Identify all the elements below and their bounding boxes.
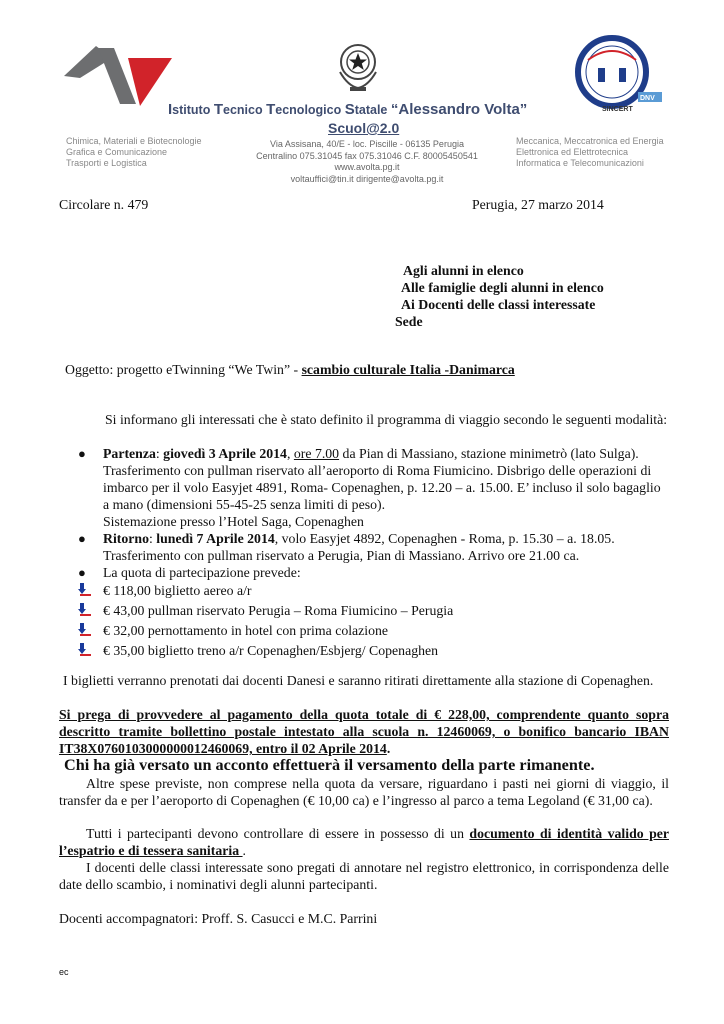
right-course-line: Meccanica, Meccatronica ed Energia <box>516 136 664 146</box>
recipients-block <box>395 262 604 330</box>
ritorno-text: Ritorno: lunedì 7 Aprile 2014, volo Easyjet 4892, Copenaghen - Roma, p. 15.30 – a. 18.05. Trasferimento con pullman riservato a Perugia, Pian di Massiano. Arrivo ore 21.00 ca. <box>103 531 615 563</box>
address-line: Via Assisana, 40/E - loc. Piscille - 06135 Perugia <box>270 139 464 149</box>
school-contacts <box>232 139 502 185</box>
left-course-line: Trasporti e Logistica <box>66 158 147 168</box>
right-course-line: Informatica e Telecomunicazioni <box>516 158 644 168</box>
italian-emblem-icon <box>334 38 382 94</box>
institute-subtitle: Scuol@2.0 <box>328 120 400 136</box>
phone-line: Centralino 075.31045 fax 075.31046 C.F. 80005450541 <box>256 150 478 161</box>
bullet-dot-icon: ● <box>78 531 86 546</box>
bullet-dot-icon: ● <box>78 565 86 580</box>
subject-title: scambio culturale Italia -Danimarca <box>301 362 515 377</box>
altre-spese-paragraph: Altre spese previste, non comprese nella quota da versare, riguardano i pasti nei giorni di viaggio, il transfer da e per l’aeroporto di Copenaghen (€ 10,00 ca) e l’ingresso al parco a tema Legoland (€ 31,00 ca). <box>59 776 669 808</box>
left-course-line: Grafica e Comunicazione <box>66 147 168 157</box>
quality-certification-seal <box>568 30 664 116</box>
footer-initials: ec <box>59 967 69 977</box>
sincert-label: SINCERT <box>602 106 633 113</box>
arrow-down-icon <box>78 603 92 617</box>
registro-paragraph: I docenti delle classi interessate sono pregati di annotare nel registro elettronico, in corrispondenza delle date dello scambio, i nominativi degli alunni partecipanti. <box>59 860 669 892</box>
website-link[interactable]: www.avolta.pg.it <box>334 162 400 172</box>
dnv-label: DNV <box>640 95 655 102</box>
intro-paragraph: Si informano gli interessati che è stato definito il programma di viaggio secondo le seguenti modalità: <box>105 412 668 427</box>
arrow-down-icon <box>78 623 92 637</box>
email-line[interactable]: voltauffici@tin.it dirigente@avolta.pg.it <box>290 173 444 184</box>
right-courses <box>516 136 664 169</box>
acconto-notice: Chi ha già versato un acconto effettuerà il versamento della parte rimanente. <box>64 756 595 774</box>
recipient-line: Ai Docenti delle classi interessate <box>401 297 596 312</box>
av-logo <box>62 38 174 108</box>
right-course-line: Elettronica ed Elettrotecnica <box>516 147 629 157</box>
subject-prefix: Oggetto: progetto eTwinning “We Twin” - <box>65 362 302 377</box>
institute-title: Istituto Tecnico Tecnologico Statale “Alessandro Volta” <box>168 101 528 118</box>
recipient-line: Agli alunni in elenco <box>403 263 524 278</box>
arrow-down-icon <box>78 583 92 597</box>
partenza-hotel: Sistemazione presso l’Hotel Saga, Copenaghen <box>103 514 364 529</box>
circolare-number: Circolare n. 479 <box>59 197 149 212</box>
accompagnatori-line: Docenti accompagnatori: Proff. S. Casucci e M.C. Parrini <box>59 911 378 926</box>
quota-intro: La quota di partecipazione prevede: <box>103 565 301 580</box>
payment-paragraph: Si prega di provvedere al pagamento della quota totale di € 228,00, comprendente quanto sopra descritto tramite bollettino postale intestato alla scuola n. 12460069, o bonifico bancario IBAN IT38X0760103000000012460069, entro il 02 Aprile 2014. <box>59 707 669 756</box>
subject-line <box>65 361 515 378</box>
partenza-text: Partenza: giovedì 3 Aprile 2014, ore 7.00 da Pian di Massiano, stazione minimetrò (lato Sulga). Trasferimento con pullman riservato all’aeroporto di Roma Fiumicino. Disbrigo delle operazioni di imbarco per il volo Easyjet 4891, Roma- Copenaghen, p. 12.20 – a. 15.00. E’ incluso il solo bagaglio a mano (dimensioni 55-45-25 senza limiti di peso). Sistemazione presso l’Hotel Saga, Copenaghen <box>103 445 668 530</box>
biglietti-paragraph: I biglietti verranno prenotati dai docenti Danesi e saranno ritirati direttamente alla stazione di Copenaghen. <box>63 673 654 688</box>
left-courses <box>66 136 202 169</box>
documento-paragraph: Tutti i partecipanti devono controllare di essere in possesso di un documento di identità valido per l’espatrio e di tessera sanitaria . <box>59 826 669 858</box>
recipient-line: Sede <box>395 314 423 329</box>
recipient-line: Alle famiglie degli alunni in elenco <box>401 280 604 295</box>
bullet-dot-icon: ● <box>78 446 86 461</box>
left-course-line: Chimica, Materiali e Biotecnologie <box>66 136 202 146</box>
arrow-down-icon <box>78 643 92 657</box>
document-date: Perugia, 27 marzo 2014 <box>472 197 604 212</box>
